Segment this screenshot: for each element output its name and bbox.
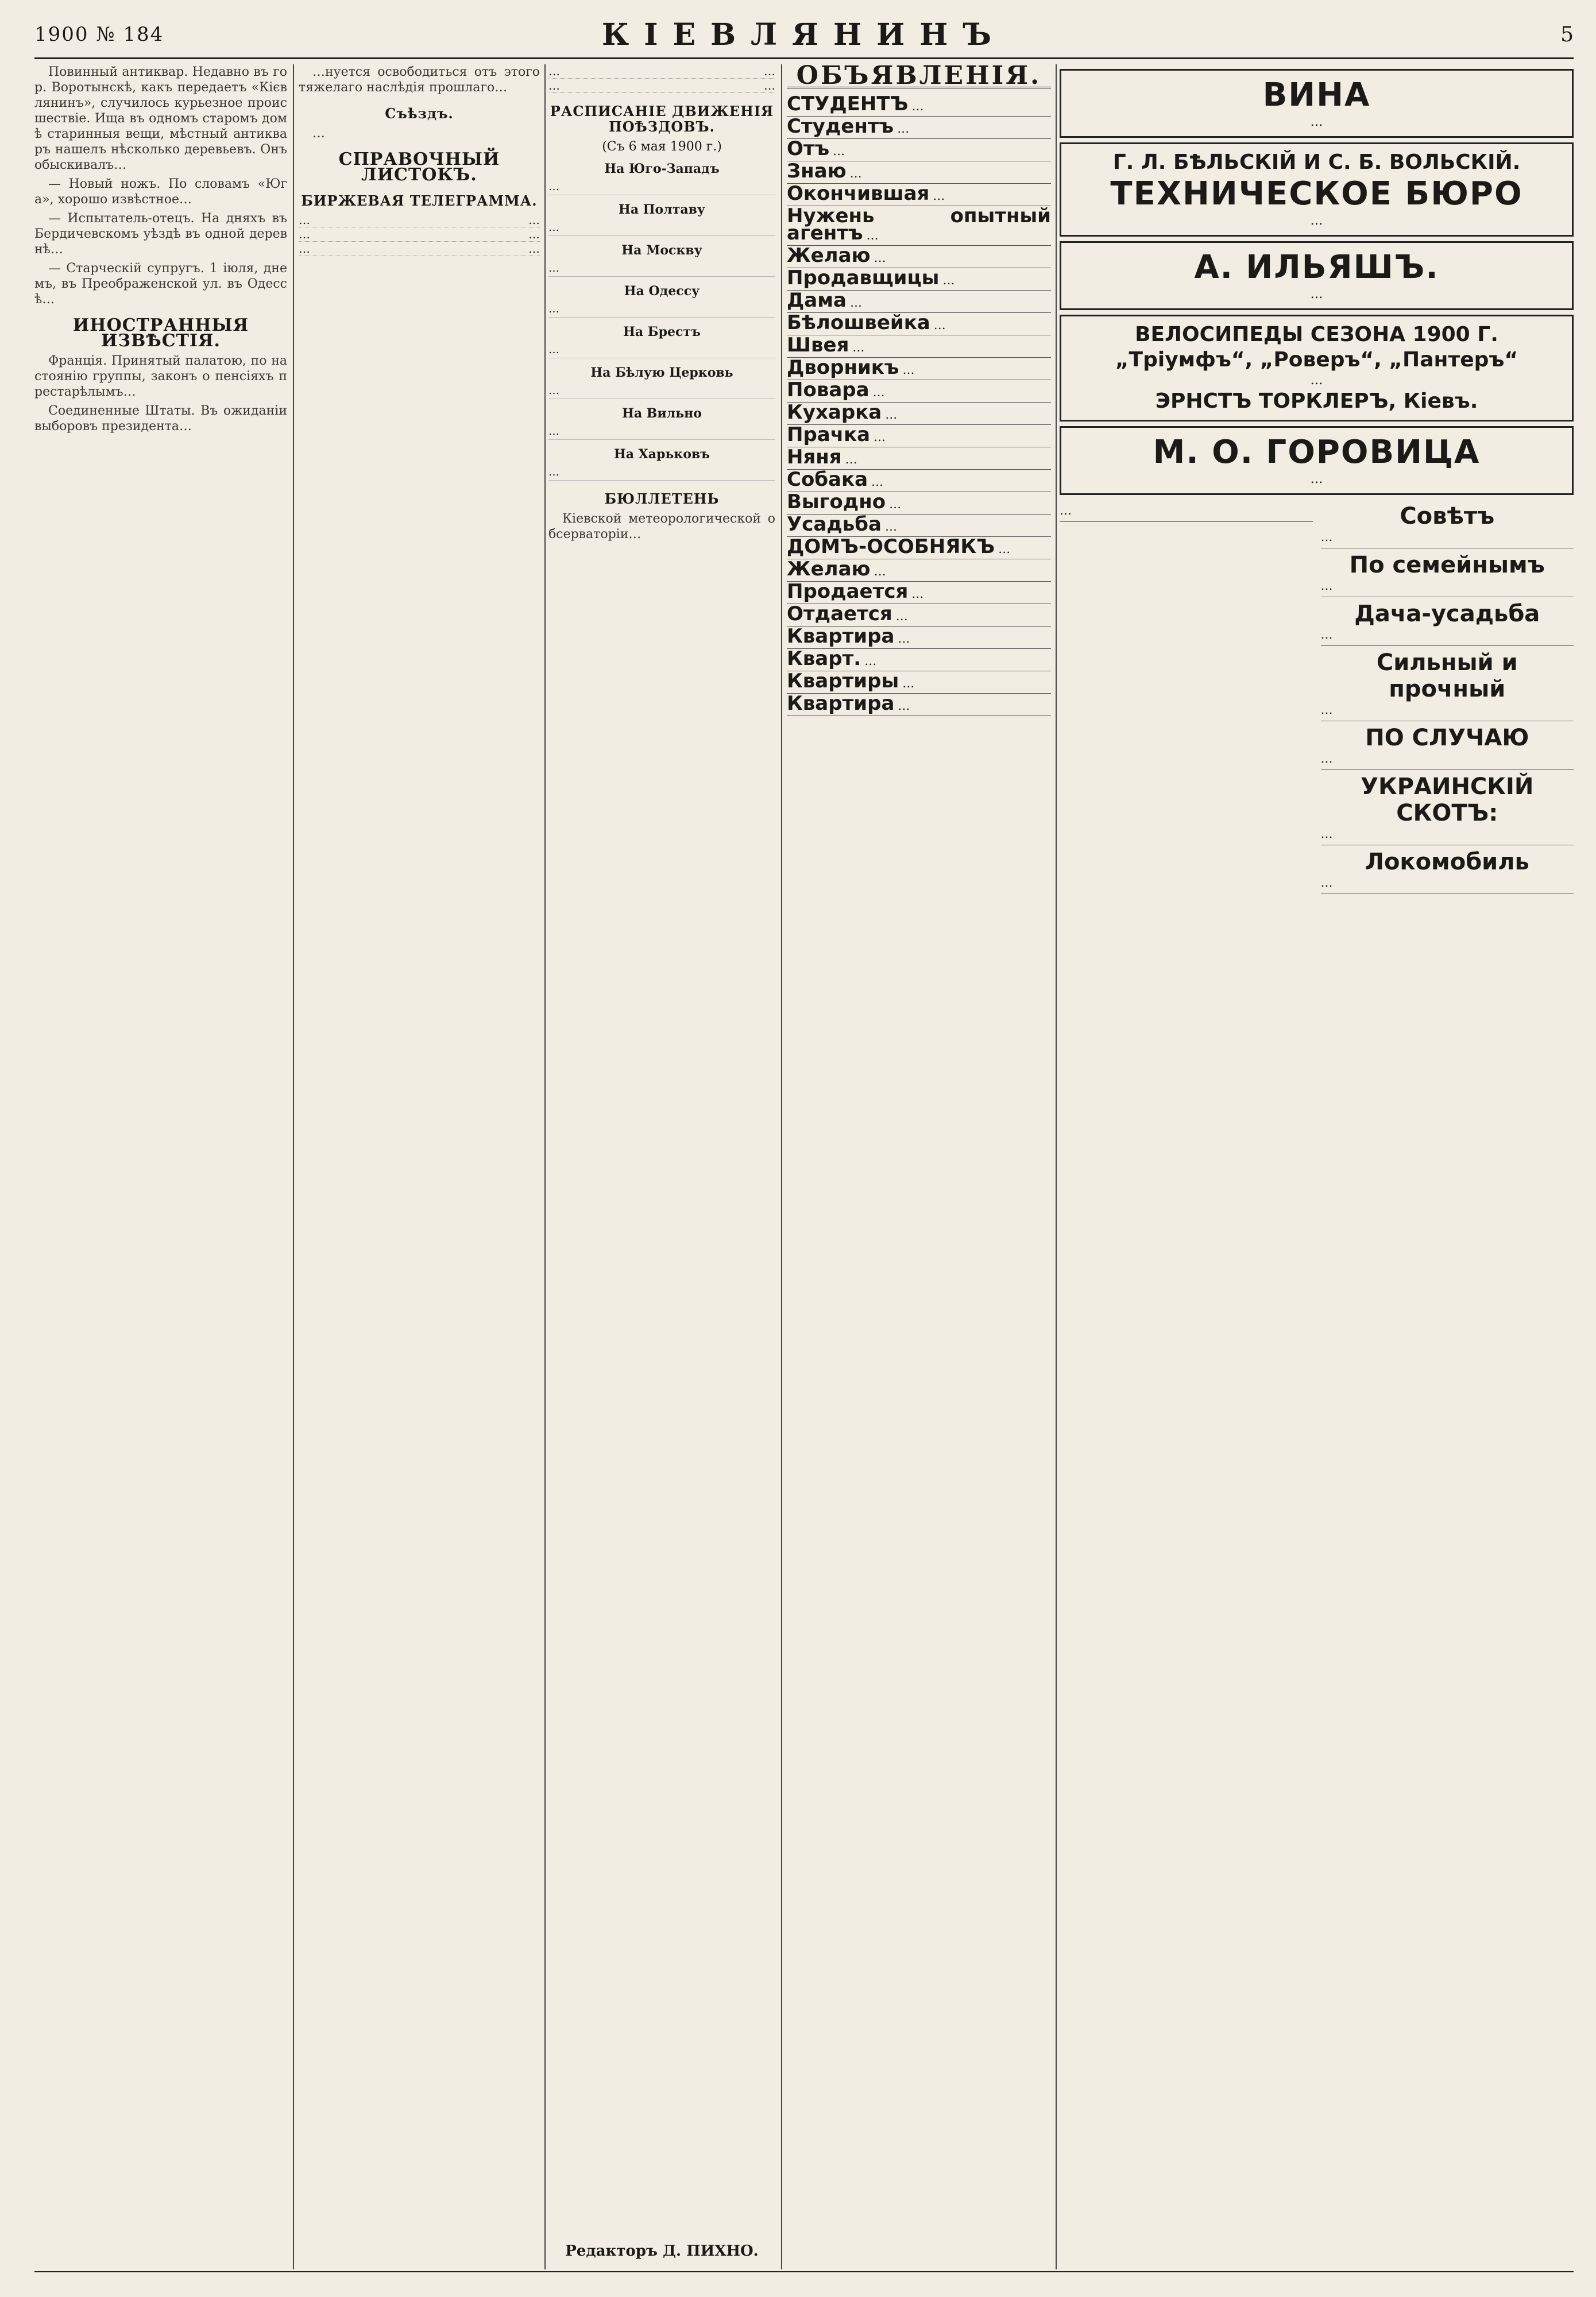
ad-item: СТУДЕНТЪ … — [787, 94, 1051, 117]
ad-item: Квартиры … — [787, 671, 1051, 694]
section-exchange-telegram: БИРЖЕВАЯ ТЕЛЕГРАММА. — [301, 192, 538, 209]
train-direction: На Одессу — [624, 284, 700, 299]
issue-number: 1900 № 184 — [34, 23, 164, 46]
newspaper-title: КІЕВЛЯНИНЪ — [601, 17, 1007, 52]
ad-item: Усадьба … — [787, 515, 1051, 537]
ad-semeynym: По семейнымъ … — [1321, 548, 1574, 597]
train-row: … — [548, 465, 775, 481]
ad-item: Нужень опытный агентъ … — [787, 204, 1051, 245]
ad-item: Отъ … — [787, 139, 1051, 161]
ads-left — [1060, 500, 1313, 894]
train-direction: На Полтаву — [619, 202, 705, 217]
column-divider — [293, 64, 294, 2269]
ad-item: Продается … — [787, 582, 1051, 604]
column-3: … … … … РАСПИСАНІЕ ДВИЖЕНІЯ ПОѢЗДОВЪ. (Съ 6 мая 1900 г.) На Юго-Западъ … На Полтаву … На Москву … На Одессу … На Брестъ … На Бѣлую Церковь … На Вильно … На Харьковъ … БЮЛЛЕТЕНЬ Кіевской метеорологической обсерваторіи… — [548, 64, 775, 542]
train-direction: На Москву — [621, 243, 702, 258]
rate-row: … … — [548, 79, 775, 92]
ad-item: Прачка … — [787, 425, 1051, 447]
ad-item: Желаю … — [787, 246, 1051, 268]
page-number: 5 — [1560, 23, 1574, 47]
ad-item: Желаю … — [787, 559, 1051, 582]
train-row: … — [548, 342, 775, 358]
ad-gorovits: М. О. ГОРОВИЦА … — [1060, 426, 1574, 495]
ad-skot: УКРАИНСКІЙ СКОТЪ: … — [1321, 770, 1574, 845]
train-direction: На Брестъ — [623, 324, 701, 339]
train-row: … — [548, 424, 775, 440]
ad-sovet: Совѣтъ … — [1321, 500, 1574, 548]
train-row: … — [548, 383, 775, 399]
ad-engineers: Г. Л. БѢЛЬСКІЙ И С. Б. ВОЛЬСКІЙ. ТЕХНИЧЕСКОЕ БЮРО … — [1060, 142, 1574, 237]
section-reference-sheet: СПРАВОЧНЫЙ ЛИСТОКЪ. — [338, 149, 500, 185]
train-direction: На Бѣлую Церковь — [590, 365, 733, 380]
train-row: … — [548, 220, 775, 236]
train-direction: На Харьковъ — [613, 447, 710, 462]
ad-item: ДОМЪ-ОСОБНЯКЪ … — [787, 537, 1051, 559]
ad-item: Квартира … — [787, 627, 1051, 649]
section-congress: Съѣздъ. — [385, 105, 454, 122]
ad-item: Отдается … — [787, 604, 1051, 627]
train-row: … — [548, 261, 775, 277]
train-direction: На Юго-Западъ — [604, 161, 720, 176]
header-rule — [34, 57, 1574, 59]
ad-item: Дворникъ … — [787, 358, 1051, 380]
page-header — [34, 17, 1574, 57]
column-1: Повинный антиквар. Недавно въ гор. Воротынскѣ, какъ передаетъ «Кієвлянинъ», случилось курьезное происшествіе. Ища въ одномъ старомъ домѣ старинныя вещи, мѣстный антикваръ нашелъ нѣсколько деревьевъ. Онъ обыскивалъ… — Новый ножъ. По словамъ «Юга», хорошо извѣстное… — Испытатель-отецъ. На дняхъ въ Бердичевскомъ уѣздѣ въ одной деревнѣ… — Старческій супругъ. 1 іюля, днемъ, въ Преображенской ул. въ Одессѣ… ИНОСТРАННЫЯ ИЗВѢСТІЯ. Франція. Принятый палатою, по настоянію группы, законъ о пенсіяхъ престарѣлымъ… Соединенные Штаты. Въ ожиданіи выборовъ президента… — [34, 65, 287, 434]
ad-item: Бѣлошвейка … — [787, 313, 1051, 335]
ad-item: Няня … — [787, 447, 1051, 470]
ad-lokomobil: Локомобиль … — [1321, 845, 1574, 894]
column-divider — [1056, 64, 1057, 2269]
ad-wine: ВИНА … — [1060, 69, 1574, 138]
column-divider — [544, 64, 546, 2269]
rate-row: … … — [548, 64, 775, 78]
column-5-display-ads — [1060, 64, 1574, 2275]
ad-item: Продавщицы … — [787, 268, 1051, 291]
ad-item: Дама … — [787, 291, 1051, 313]
train-row: … — [548, 179, 775, 195]
section-bulletin: БЮЛЛЕТЕНЬ — [604, 490, 720, 507]
ad-item: Знаю … — [787, 161, 1051, 184]
ad-item: … — [1060, 500, 1313, 522]
ad-item: Кварт. … — [787, 649, 1051, 671]
train-direction: На Вильно — [622, 406, 702, 421]
ads-right — [1321, 500, 1574, 894]
ads-heading: ОБЪЯВЛЕНІЯ. — [787, 68, 1051, 88]
schedule-note: (Съ 6 мая 1900 г.) — [602, 140, 722, 154]
ad-item: Кухарка … — [787, 403, 1051, 425]
ad-item: Окончившая … — [787, 184, 1051, 206]
ad-item: Собака … — [787, 470, 1051, 492]
ad-bicycles: ВЕЛОСИПЕДЫ СЕЗОНА 1900 Г. „Тріумфъ“, „Роверъ“, „Пантеръ“ … ЭРНСТЪ ТОРКЛЕРЪ, Кіевъ. — [1060, 315, 1574, 421]
editor-signature: Редакторъ Д. ПИХНО. — [565, 2242, 759, 2260]
rate-row: … … — [299, 213, 540, 227]
ad-dacha: Дача-усадьба … — [1321, 597, 1574, 646]
ad-silny: Сильный и прочный … — [1321, 646, 1574, 721]
section-train-schedule: РАСПИСАНІЕ ДВИЖЕНІЯ ПОѢЗДОВЪ. — [550, 103, 774, 135]
ad-item: Выгодно … — [787, 492, 1051, 515]
rate-row: … … — [299, 227, 540, 241]
column-4-ads — [787, 64, 1051, 2275]
ad-item: Повара … — [787, 380, 1051, 403]
section-foreign-news: ИНОСТРАННЫЯ ИЗВѢСТІЯ. — [72, 315, 249, 351]
ad-sluchayu: ПО СЛУЧАЮ … — [1321, 721, 1574, 770]
ad-item: Квартира … — [787, 694, 1051, 716]
ads-two-column — [1060, 500, 1574, 894]
train-row: … — [548, 301, 775, 318]
column-divider — [781, 64, 782, 2269]
rate-row: … … — [299, 242, 540, 256]
ad-ilyash: А. ИЛЬЯШЪ. … — [1060, 241, 1574, 310]
ad-item: Студентъ … — [787, 117, 1051, 139]
footer-rule — [34, 2271, 1574, 2272]
ad-item: Швея … — [787, 335, 1051, 358]
column-2: …нуется освободиться отъ этого тяжелаго наслѣдія прошлаго… Съѣздъ. … СПРАВОЧНЫЙ ЛИСТОКЪ. БИРЖЕВАЯ ТЕЛЕГРАММА. … … … … … … — [299, 65, 540, 256]
